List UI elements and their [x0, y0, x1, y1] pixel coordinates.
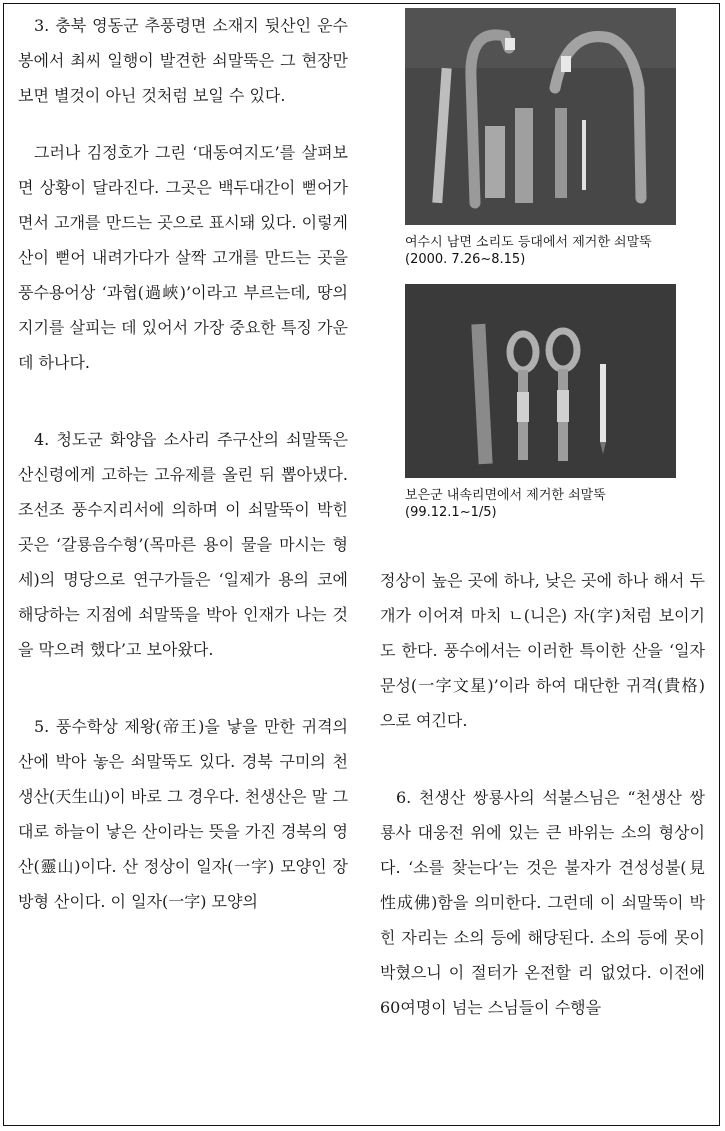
iron-stakes-photo-2: [405, 284, 676, 478]
paragraph-4: 4. 청도군 화양읍 소사리 주구산의 쇠말뚝은 산신령에게 고하는 고유제를 올린 뒤 뽑아냈다. 조선조 풍수지리서에 의하며 이 쇠말뚝이 박힌 곳은 ‘갈룡음수형’(목마른 용이 물을 마시는 형세)의 명당으로 연구가들은 ‘일제가 용의 코에 해당하는 지점에 쇠말뚝을 박아 인재가 나는 것을 막으려 했다’고 보아왔다.: [18, 430, 348, 659]
iron-stakes-image-2: [405, 284, 676, 478]
photo-caption-1: [405, 234, 705, 268]
paragraph-5: 5. 풍수학상 제왕(帝王)을 낳을 만한 귀격의 산에 박아 놓은 쇠말뚝도 있다. 경북 구미의 천생산(天生山)이 바로 그 경우다. 천생산은 말 그대로 하늘이 낳은 산이라는 뜻을 가진 경북의 영산(靈山)이다. 산 정상이 일자(一字) 모양인 장방형 산이다. 이 일자(一字) 모양의: [18, 717, 348, 911]
caption-1-title: 여수시 남면 소리도 등대에서 제거한 쇠말뚝: [405, 235, 652, 250]
caption-2-title: 보은군 내속리면에서 제거한 쇠말뚝: [405, 488, 606, 503]
paragraph-3-continued: 그러나 김정호가 그린 ‘대동여지도’를 살펴보면 상황이 달라진다. 그곳은 백두대간이 뻗어가면서 고개를 만드는 곳으로 표시돼 있다. 이렇게 산이 뻗어 내려가다가 살짝 고개를 만드는 곳을 풍수용어상 ‘과협(過峽)’이라고 부르는데, 땅의 지기를 살피는 데 있어서 가장 중요한 특징 가운데 하나다.: [18, 143, 348, 372]
left-column: [18, 8, 348, 919]
paragraph-6: 6. 천생산 쌍룡사의 석불스님은 “천생산 쌍룡사 대웅전 위에 있는 큰 바위는 소의 형상이다. ‘소를 찾는다’는 것은 불자가 견성성불(見性成佛)함을 의미한다. 그런데 이 쇠말뚝이 박힌 자리는 소의 등에 해당된다. 소의 등에 못이 박혔으니 이 절터가 온전할 리 없었다. 이전에 60여명이 넘는 스님들이 수행을: [380, 788, 705, 1017]
paragraph-3: 3. 충북 영동군 추풍령면 소재지 뒷산인 운수봉에서 최씨 일행이 발견한 쇠말뚝은 그 현장만 보면 별것이 아닌 것처럼 보일 수 있다.: [18, 16, 348, 105]
paragraph-5-continued: 정상이 높은 곳에 하나, 낮은 곳에 하나 해서 두 개가 이어져 마치 ㄴ(니은) 자(字)처럼 보이기도 한다. 풍수에서는 이러한 특이한 산을 ‘일자문성(一字文星)’이라 하여 대단한 귀격(貴格)으로 여긴다.: [380, 571, 705, 730]
right-column: [380, 563, 705, 1025]
caption-2-date: (99.12.1~1/5): [405, 505, 497, 520]
iron-stakes-photo-1: [405, 8, 676, 225]
photo-caption-2: [405, 487, 705, 521]
caption-1-date: (2000. 7.26~8.15): [405, 252, 526, 267]
iron-stakes-image-1: [405, 8, 676, 225]
